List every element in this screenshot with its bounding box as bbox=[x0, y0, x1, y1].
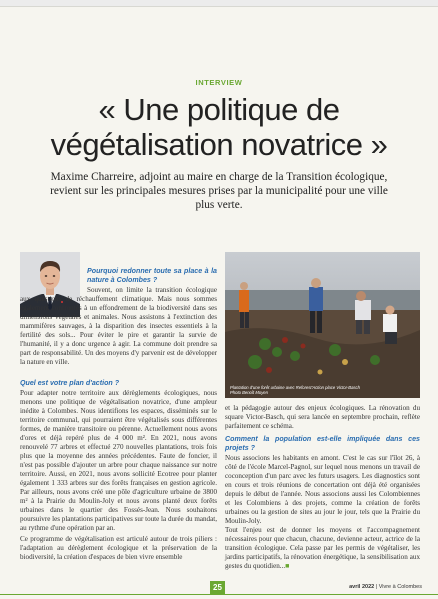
article-photo bbox=[225, 252, 420, 398]
page-number: 25 bbox=[210, 581, 225, 595]
footer-magazine: Vivre à Colombes bbox=[378, 584, 422, 590]
answer-3: Nous associons les habitants en amont. C'est le cas sur l'îlot 26, à côté de l'école Marcel-Pagnol, sur lequel nous menons un travail de coconception d'un parc avec les futurs usagers. Les diagnostics sont en cours et trois réunions de concertation ont déjà été organisées depuis le début de l'année. Nous associons aussi les Colombiennes et les Colombiens à des projets, comme la création de forêts urbaines ou la gestion de sites au jour le jour, tels que la Prairie du Moulin-Joly. bbox=[225, 454, 420, 525]
top-bar bbox=[0, 0, 438, 7]
answer-2b: Ce programme de végétalisation est articulé autour de trois piliers : l'adaptation au dérèglement écologique et la préservation de la biodiversité, la création d'espaces de bien vivre ensemble bbox=[20, 535, 217, 561]
planting-scene-illustration bbox=[225, 252, 420, 398]
answer-1: Souvent, on limite la transition écologique aux questions de réchauffement climatique. Mais nous sommes également confrontés à un effondrement de la biodiversité dans ses dimensions végétales et animales. Nous assistons à l'extinction des mammifères sauvages, à la disparition des insectes essentiels à la fertilité des sols... Pour éviter le pire et garantir la survie de l'humanité, il y a donc urgence à agir. La commune doit prendre sa part de responsabilité. Un des moyens d'y parvenir est de développer la nature en ville. bbox=[20, 286, 217, 366]
footer-date: avril 2022 bbox=[349, 584, 375, 590]
question-1: Pourquoi redonner toute sa place à la nature à Colombes ? bbox=[87, 267, 217, 284]
article-headline bbox=[20, 92, 418, 162]
end-mark: ■ bbox=[285, 562, 290, 570]
column-left-main bbox=[20, 379, 217, 562]
headline-line-1: « Une politique de bbox=[98, 92, 340, 127]
footer-issue bbox=[349, 584, 422, 590]
headline-line-2: végétalisation novatrice » bbox=[50, 127, 388, 162]
question-3: Comment la population est-elle impliquée dans ces projets ? bbox=[225, 435, 420, 452]
section-kicker: INTERVIEW bbox=[195, 78, 243, 87]
footer-separator: | bbox=[374, 584, 379, 590]
answer-4: Tout l'enjeu est de donner les moyens et l'accompagnement nécessaires pour que chacun, chacune, devienne acteur, actrice de la transition écologique. Cela passe par les permis de végétaliser, les jardins participatifs, la rénovation énergétique, la sensibilisation aux gestes du quotidien... bbox=[225, 526, 420, 570]
answer-4-paragraph bbox=[225, 526, 420, 571]
column-left-answer-1 bbox=[20, 286, 217, 367]
photo-credit-caption: Plantation d'une forêt urbaine avec Reforest'Action place Victor-Basch bbox=[230, 385, 360, 390]
column-left-top bbox=[87, 267, 217, 285]
standfirst: Maxime Charreire, adjoint au maire en charge de la Transition écologique, revient sur les principales mesures prises par la municipalité pour une ville plus verte. bbox=[50, 171, 388, 211]
photo-credit-author: Photo Benoît Moyen bbox=[230, 390, 268, 395]
answer-2-continued: et la pédagogie autour des enjeux écologiques. La rénovation du square Victor-Basch, qui sera lancée en septembre prochain, reflète parfaitement ce schéma. bbox=[225, 404, 420, 430]
column-right bbox=[225, 404, 420, 571]
question-2: Quel est votre plan d'action ? bbox=[20, 379, 120, 387]
answer-2: Pour adapter notre territoire aux dérèglements écologiques, nous menons une politique de végétalisation novatrice, d'une ampleur inédite à Colombes. Nous identifions les espaces, disséminés sur le territoire communal, qui pourraient être végétalisés sous différentes formes, de manière transitoire ou pérenne. Actuellement nous avons d'ores et déjà repéré plus de 4 000 m². En 2021, nous avons renouvelé 77 arbres et effectué 270 nouvelles plantations, trois fois plus que la moyenne des années précédentes. Faute de foncier, il n'est pas possible d'ajouter un arbre pour chaque naissance sur notre territoire. Aussi, en 2021, nous avons sollicité Ecotree pour planter également 1 333 arbres sur des forêts françaises en gestion agricole. Par ailleurs, nous avons créé une pôle d'agriculture urbaine de 3800 m² à la Prairie du Moulin-Joly et nous avons planté deux forêts urbaines dans le quartier des Fossés-Jean. Nous souhaitons poursuivre les plantations participatives sur toute la durée du mandat, au rythme d'une opération par an. bbox=[20, 389, 217, 532]
photo-credit bbox=[230, 385, 360, 395]
